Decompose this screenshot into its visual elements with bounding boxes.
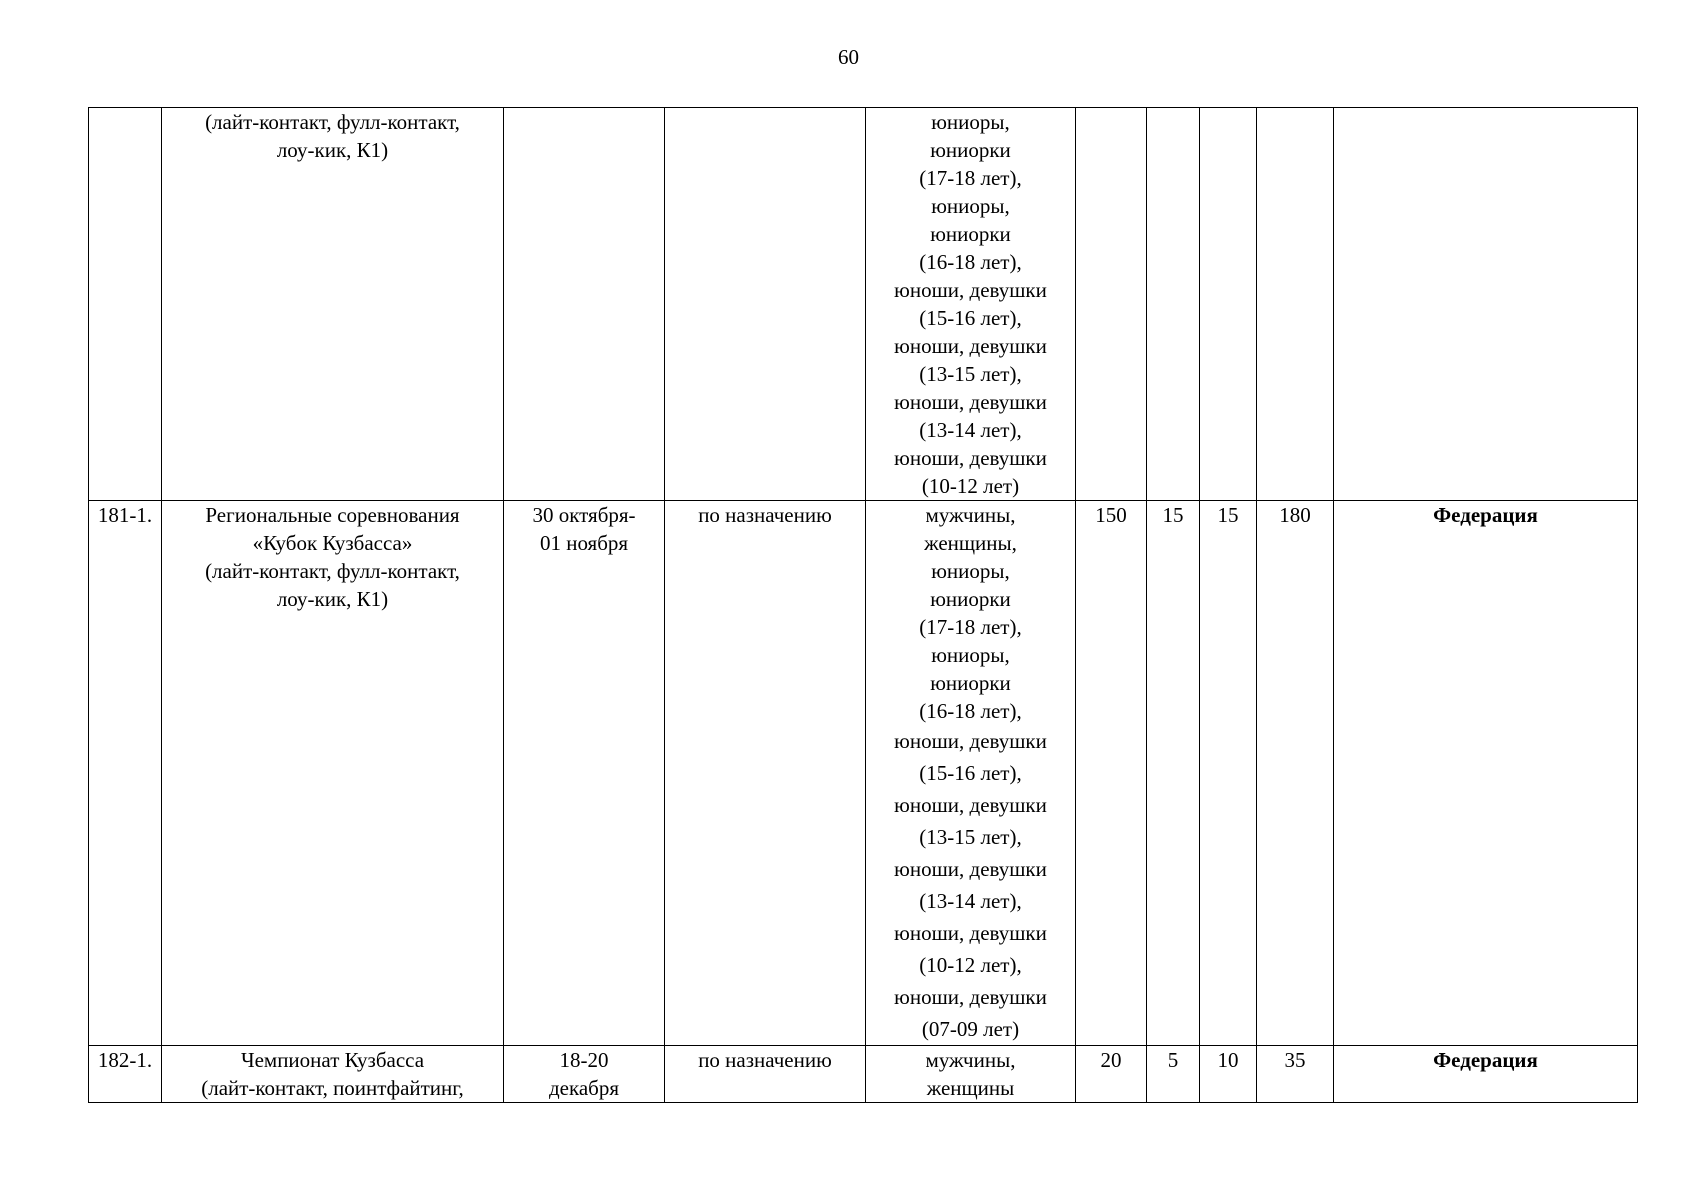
text-line: 30 октября- — [532, 503, 636, 527]
text-line: юниорки — [930, 587, 1011, 611]
row-number: 181-1. — [89, 501, 162, 1046]
event-dates — [504, 501, 665, 1046]
text-line: юноши, девушки — [894, 278, 1047, 302]
text-line: (10-12 лет), — [919, 953, 1022, 977]
text-line: женщины, — [924, 531, 1017, 555]
event-place — [665, 108, 866, 501]
organizer: Федерация — [1334, 1046, 1638, 1103]
text-line: (17-18 лет), — [919, 166, 1022, 190]
participant-categories — [866, 1046, 1076, 1103]
count-1 — [1076, 108, 1147, 501]
text-line: юноши, девушки — [894, 729, 1047, 753]
count-1: 20 — [1076, 1046, 1147, 1103]
text-line: (13-14 лет), — [919, 418, 1022, 442]
text-line: 18-20 — [559, 1048, 609, 1072]
text-line: юниорки — [930, 222, 1011, 246]
text-line: «Кубок Кузбасса» — [252, 531, 413, 555]
text-line: юниоры, — [931, 110, 1010, 134]
text-line: юноши, девушки — [894, 390, 1047, 414]
text-line: юноши, девушки — [894, 985, 1047, 1009]
count-3: 15 — [1200, 501, 1257, 1046]
text-line: (15-16 лет), — [919, 761, 1022, 785]
text-line: юниоры, — [931, 559, 1010, 583]
text-line: (13-15 лет), — [919, 825, 1022, 849]
event-place: по назначению — [665, 501, 866, 1046]
text-line: (16-18 лет), — [919, 699, 1022, 723]
organizer: Федерация — [1334, 501, 1638, 1046]
count-2: 5 — [1147, 1046, 1200, 1103]
text-line: (лайт-контакт, фулл-контакт, — [205, 110, 460, 134]
text-line: юноши, девушки — [894, 446, 1047, 470]
text-line: мужчины, — [925, 1048, 1016, 1072]
text-line: Региональные соревнования — [205, 503, 460, 527]
participant-categories — [866, 501, 1076, 1046]
count-3 — [1200, 108, 1257, 501]
text-line: (10-12 лет) — [921, 474, 1020, 498]
text-line: юниорки — [930, 138, 1011, 162]
text-line: (лайт-контакт, поинтфайтинг, — [201, 1076, 464, 1100]
event-name — [162, 1046, 504, 1103]
text-line: юноши, девушки — [894, 857, 1047, 881]
organizer — [1334, 108, 1638, 501]
text-line: лоу-кик, К1) — [276, 138, 389, 162]
row-number — [89, 108, 162, 501]
table-row — [89, 501, 1638, 1046]
count-2 — [1147, 108, 1200, 501]
table-row — [89, 108, 1638, 501]
events-table — [88, 107, 1638, 1103]
text-line: юноши, девушки — [894, 334, 1047, 358]
event-name — [162, 501, 504, 1046]
count-total: 35 — [1257, 1046, 1334, 1103]
text-line: (13-15 лет), — [919, 362, 1022, 386]
text-line: женщины — [926, 1076, 1015, 1100]
count-1: 150 — [1076, 501, 1147, 1046]
event-dates — [504, 1046, 665, 1103]
text-line: лоу-кик, К1) — [276, 587, 389, 611]
text-line: (07-09 лет) — [921, 1017, 1020, 1041]
text-line: юноши, девушки — [894, 793, 1047, 817]
text-line: юниоры, — [931, 643, 1010, 667]
text-line: Чемпионат Кузбасса — [240, 1048, 425, 1072]
count-total — [1257, 108, 1334, 501]
text-line: юниорки — [930, 671, 1011, 695]
participant-categories — [866, 108, 1076, 501]
count-3: 10 — [1200, 1046, 1257, 1103]
event-dates — [504, 108, 665, 501]
event-name — [162, 108, 504, 501]
text-line: (13-14 лет), — [919, 889, 1022, 913]
text-line: (17-18 лет), — [919, 615, 1022, 639]
text-line: 01 ноября — [539, 531, 629, 555]
text-line: декабря — [548, 1076, 620, 1100]
text-line: (16-18 лет), — [919, 250, 1022, 274]
count-total: 180 — [1257, 501, 1334, 1046]
text-line: (15-16 лет), — [919, 306, 1022, 330]
table-row — [89, 1046, 1638, 1103]
text-line: мужчины, — [925, 503, 1016, 527]
event-place: по назначению — [665, 1046, 866, 1103]
page-number: 60 — [838, 45, 859, 69]
text-line: юниоры, — [931, 194, 1010, 218]
text-line: (лайт-контакт, фулл-контакт, — [205, 559, 460, 583]
text-line: юноши, девушки — [894, 921, 1047, 945]
row-number: 182-1. — [89, 1046, 162, 1103]
count-2: 15 — [1147, 501, 1200, 1046]
